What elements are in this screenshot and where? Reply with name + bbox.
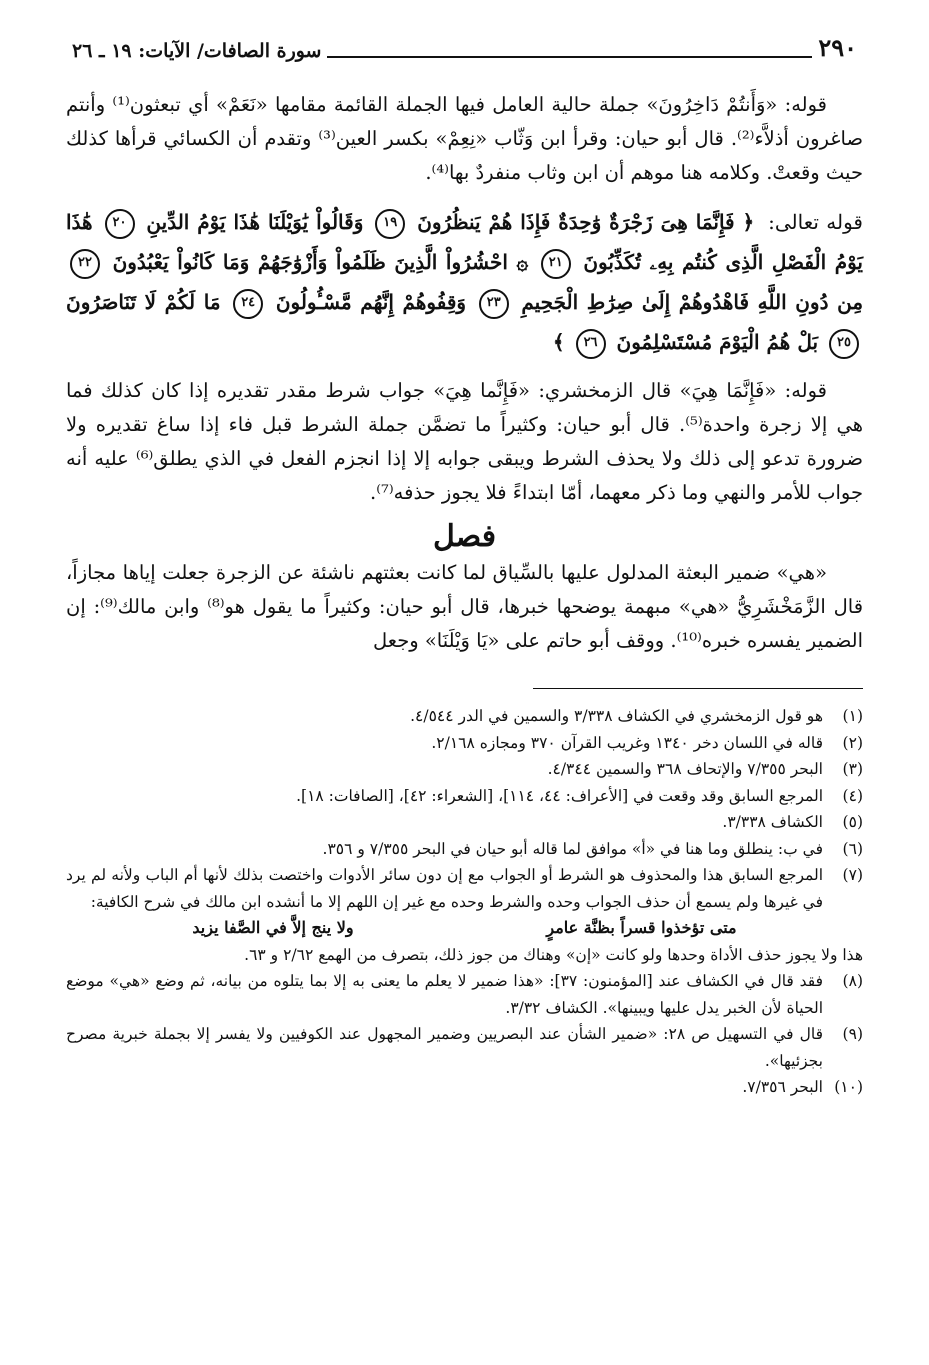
footnote-text: هذا ولا يجوز حذف الأداة وحدها ولو كانت «إن» وهناك من جوز ذلك، بتصرف من الهمع ٢/٦٢ و ٦٣. (244, 945, 863, 964)
verse-text: ۞ احْشُرُواْ الَّذِينَ ظَلَمُواْ وَأَزْوَٰجَهُمْ وَمَا كَانُواْ يَعْبُدُونَ (112, 250, 529, 274)
footnote-text: المرجع السابق هذا والمحذوف هو الشرط أو الجواب مع إن دون سائر الأدوات واختصت بذلك لأنها أم الباب ولأنه لم يرد في غيرها ولم يسمع أن حذف الجواب وحده والشرط وحده مع غير إن اللهم إلا ما أنشده ابن مالك في شرح الكافية: (66, 866, 823, 911)
main-text (66, 88, 863, 658)
ayah-number-marker: ٢١ (541, 249, 571, 279)
paragraph: قوله: «فَإِنَّمَا هِيَ» قال الزمخشري: «فَإِنَّما هِيَ» جواب شرط مقدر تقديره إذا كان كذلك فما هي إلا زجرة واحدة⁽⁵⁾. قال أبو حيان: وكثيراً ما تضمَّن جملة الشرط قبل فاء إذا ساغ تقديره ولا ضرورة تدعو إلى ذلك ولا يحذف الشرط ويبقى جوابه إلا إذا انجزم الفعل في الذي يطلق⁽⁶⁾ عليه أنه جواب للأمر والنهي وما ذكر معهما، أمّا ابتداءً فلا يجوز حذفه⁽⁷⁾. (66, 379, 864, 504)
book-page (66, 28, 863, 1345)
verse-text: وَقَالُواْ يَٰوَيْلَنَا هَٰذَا يَوْمُ الدِّينِ (146, 210, 364, 234)
ayah-number-marker: ٢٤ (233, 289, 263, 319)
ayah-number-marker: ٢٣ (479, 289, 509, 319)
footnote (66, 756, 863, 783)
ayah-number-marker: ٢٢ (70, 249, 100, 279)
footnote (66, 1021, 863, 1074)
footnote-text: البحر ٧/٣٥٥ والإتحاف ٣٦٨ والسمين ٤/٣٤٤. (547, 760, 823, 778)
footnote-text: هو قول الزمخشري في الكشاف ٣/٣٣٨ والسمين في الدر ٤/٥٤٤. (410, 707, 823, 725)
footnote-divider (533, 688, 863, 689)
verse-hemistich-second: ولا ينج إلاَّ في الصَّفا يزيد (192, 918, 354, 937)
footnote-text: فقد قال في الكشاف عند [المؤمنون: ٣٧]: «هذا ضمير لا يعلم ما يعنى به إلا بما يتلوه من بيانه، ثم وضع «هي» موضع الحياة لأن الخبر يدل عليها ويبينها». الكشاف ٣/٣٢. (66, 972, 824, 1017)
footnote (66, 862, 863, 915)
footnote (66, 730, 863, 757)
ayah-number-marker: ٢٦ (576, 329, 606, 359)
quran-open-bracket: ﴿ (742, 210, 755, 234)
footnote-number: (٦) (842, 839, 863, 858)
footnote-number: (٥) (842, 813, 863, 831)
ayah-number-marker: ٢٥ (829, 329, 859, 359)
ayah-number-marker: ١٩ (375, 209, 405, 239)
footnote (66, 968, 863, 1021)
footnote-text: الكشاف ٣/٣٣٨. (722, 813, 823, 831)
footnote-text: البحر ٧/٣٥٦. (742, 1078, 823, 1096)
footnote-text: في ب: ينطلق وما هنا في «أ» موافق لما قاله أبو حيان في البحر ٧/٣٥٥ و ٣٥٦. (322, 839, 823, 858)
verse-text: مَا لَكُمْ لَا تَنَاصَرُونَ (66, 290, 221, 314)
footnote-number: (١٠) (834, 1078, 863, 1096)
footnote-number: (١) (842, 707, 863, 725)
verse-text: مِن دُونِ اللَّهِ فَاهْدُوهُمْ إِلَىٰ صِرَٰطِ الْجَحِيمِ (521, 290, 864, 314)
verse-text: فَإِنَّمَا هِىَ زَجْرَةٌ وَٰحِدَةٌ فَإِذَا هُمْ يَنظُرُونَ (417, 210, 735, 234)
section-heading: فصل (432, 519, 497, 554)
footnote (66, 783, 863, 810)
page-number: ٢٩٠ (812, 33, 863, 62)
poetry-verse (66, 915, 863, 942)
footnote-number: (٨) (842, 972, 863, 990)
running-title: سورة الصافات/ الآيات: ١٩ ـ ٢٦ (66, 40, 327, 62)
footnote-continuation (66, 942, 863, 969)
footnote-text: قال في التسهيل ص ٢٨: «ضمير الشأن عند البصريين وضمير المجهول عند الكوفيين ولا يفسر إلا بجملة خبرية مصرح بجزئيها». (66, 1025, 823, 1070)
footnote-text: قاله في اللسان دخر ١٣٤٠ وغريب القرآن ٣٧٠ ومجازه ٢/١٦٨. (431, 733, 823, 752)
quran-passage (66, 202, 863, 362)
footnote (66, 809, 863, 836)
verse-text: بَلْ هُمُ الْيَوْمَ مُسْتَسْلِمُونَ (616, 330, 819, 354)
quran-lead: قوله تعالى: (768, 210, 863, 234)
verse-hemistich-first: متى تؤخذوا قسراً بظنَّة عامرٍ (546, 918, 737, 937)
footnote-number: (٧) (842, 866, 863, 884)
quran-close-bracket: ﴾ (552, 330, 565, 354)
footnote-number: (٣) (842, 760, 863, 778)
footnotes (66, 703, 863, 1101)
page-header (66, 28, 863, 62)
footnote-number: (٤) (842, 786, 863, 805)
footnote-number: (٩) (842, 1025, 863, 1043)
verse-text: هَٰذَا يَوْمُ الْفَصْلِ الَّذِى كُنتُم بِهِۦ تُكَذِّبُونَ (66, 210, 863, 274)
verse-text: وَقِفُوهُمْ إِنَّهُم مَّسْـُٔولُونَ (275, 290, 467, 314)
paragraph: قوله: «وَأَنتُمْ دَاخِرُونَ» جملة حالية العامل فيها الجملة القائمة مقامها «نَعَمْ» أي تبعثون⁽¹⁾ وأنتم صاغرون أذلاَّء⁽²⁾. قال أبو حيان: وقرأ ابن وَثّاب «نِعِمْ» بكسر العين⁽³⁾ وتقدم أن الكسائي قرأها كذلك حيث وقعتْ. وكلامه هنا موهم أن ابن وثاب منفردٌ بها⁽⁴⁾. (66, 93, 863, 184)
footnote-text: المرجع السابق وقد وقعت في [الأعراف: ٤٤، ١١٤]، [الشعراء: ٤٢]، [الصافات: ١٨]. (296, 786, 823, 805)
footnote (66, 703, 863, 730)
footnote (66, 836, 863, 863)
footnote-number: (٢) (842, 733, 863, 752)
footnote (66, 1074, 863, 1101)
paragraph: «هي» ضمير البعثة المدلول عليها بالسِّياق لما كانت بعثتهم ناشئة عن الزجرة جعلت إياها مجازاً، قال الزَّمَخْشَرِيُّ «هي» مبهمة يوضحها خبرها، قال أبو حيان: وكثيراً ما يقول هو⁽⁸⁾ وابن مالك⁽⁹⁾: إن الضمير يفسره خبره⁽¹⁰⁾. ووقف أبو حاتم على «يَا وَيْلَنَا» وجعل (66, 561, 864, 652)
ayah-number-marker: ٢٠ (105, 209, 135, 239)
